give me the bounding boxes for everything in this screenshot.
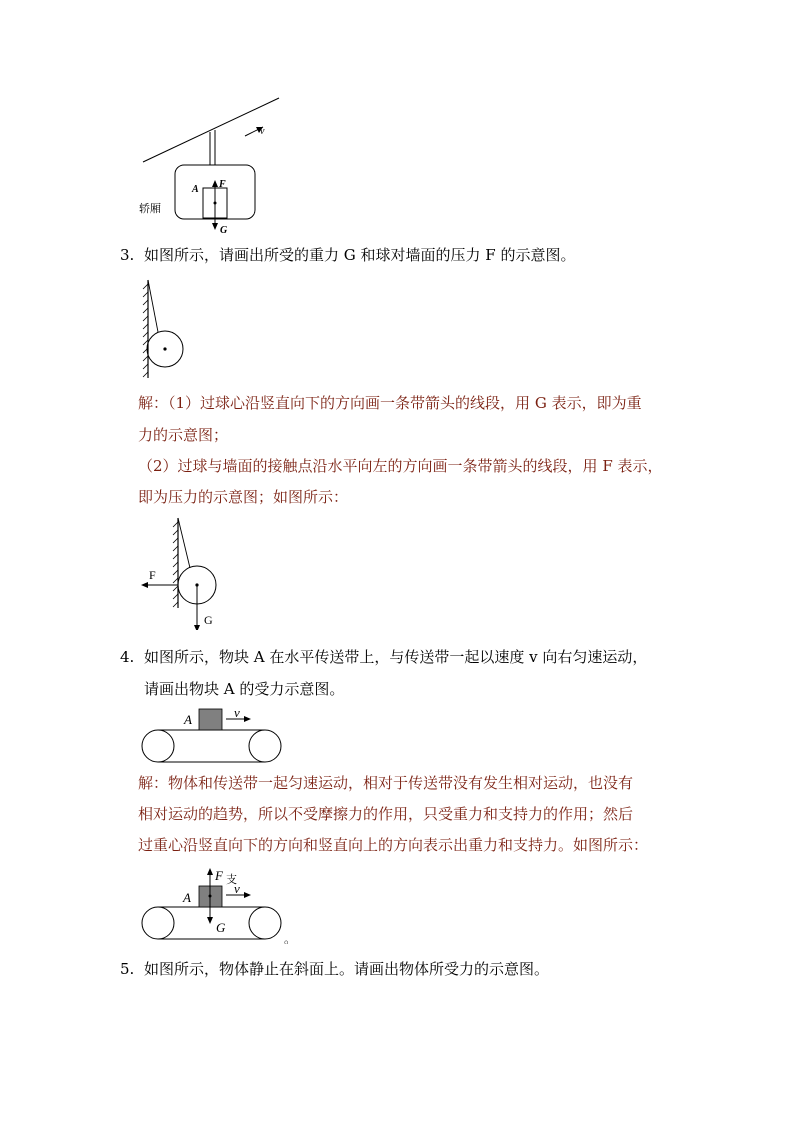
question-text-line1: 如图所示，物块 A 在水平传送带上，与传送带一起以速度 v 向右匀速运动， (144, 648, 648, 666)
q4-answer-line2: 相对运动的趋势，所以不受摩擦力的作用，只受重力和支持力的作用；然后 (138, 805, 634, 823)
question-number: 3. (120, 246, 135, 264)
q3-answer-line1: 解：（1）过球心沿竖直向下的方向画一条带箭头的线段，用 G 表示，即为重 (138, 394, 642, 412)
question-3 (120, 244, 575, 266)
block-a-label: A (184, 712, 192, 727)
force-g-label: G (204, 613, 213, 627)
force-g-label: G (220, 225, 228, 236)
block-a-label: A (183, 890, 191, 905)
question-text: 如图所示，请画出所受的重力 G 和球对墙面的压力 F 的示意图。 (144, 246, 576, 264)
q3-answer-line3: （2）过球与墙面的接触点沿水平向左的方向画一条带箭头的线段，用 F 表示， (138, 457, 663, 475)
q3-answer-line2: 力的示意图； (138, 426, 229, 444)
ball-wall-answer-figure (138, 514, 228, 630)
velocity-label: v (260, 126, 265, 137)
conveyor-figure (138, 706, 288, 764)
q3-answer-line4: 即为压力的示意图；如图所示： (138, 488, 349, 506)
force-f-label: F (149, 568, 156, 582)
ball-wall-figure (138, 278, 198, 382)
conveyor-answer-figure (138, 864, 298, 944)
q4-answer-line1: 解：物体和传送带一起匀速运动，相对于传送带没有发生相对运动，也没有 (138, 774, 634, 792)
force-f-subscript: 支 (226, 874, 237, 886)
question-text: 如图所示，物体静止在斜面上。请画出物体所受力的示意图。 (144, 960, 550, 978)
question-number: 4. (120, 648, 135, 666)
question-4 (120, 646, 647, 668)
velocity-label: v (234, 706, 240, 720)
block-a-label: A (192, 184, 199, 195)
car-label: 轿厢 (139, 203, 161, 215)
force-g-label: G (216, 920, 226, 935)
force-f-label: F (215, 868, 223, 883)
question-5 (120, 958, 549, 980)
end-mark: 。 (284, 932, 297, 944)
force-f-label: F (219, 179, 226, 190)
velocity-label: v (234, 881, 240, 896)
question-4-text-line2: 请画出物块 A 的受力示意图。 (144, 680, 345, 698)
q4-answer-line3: 过重心沿竖直向下的方向和竖直向上的方向表示出重力和支持力。如图所示： (138, 836, 649, 854)
question-number: 5. (120, 960, 135, 978)
cable-car-figure (135, 92, 295, 238)
